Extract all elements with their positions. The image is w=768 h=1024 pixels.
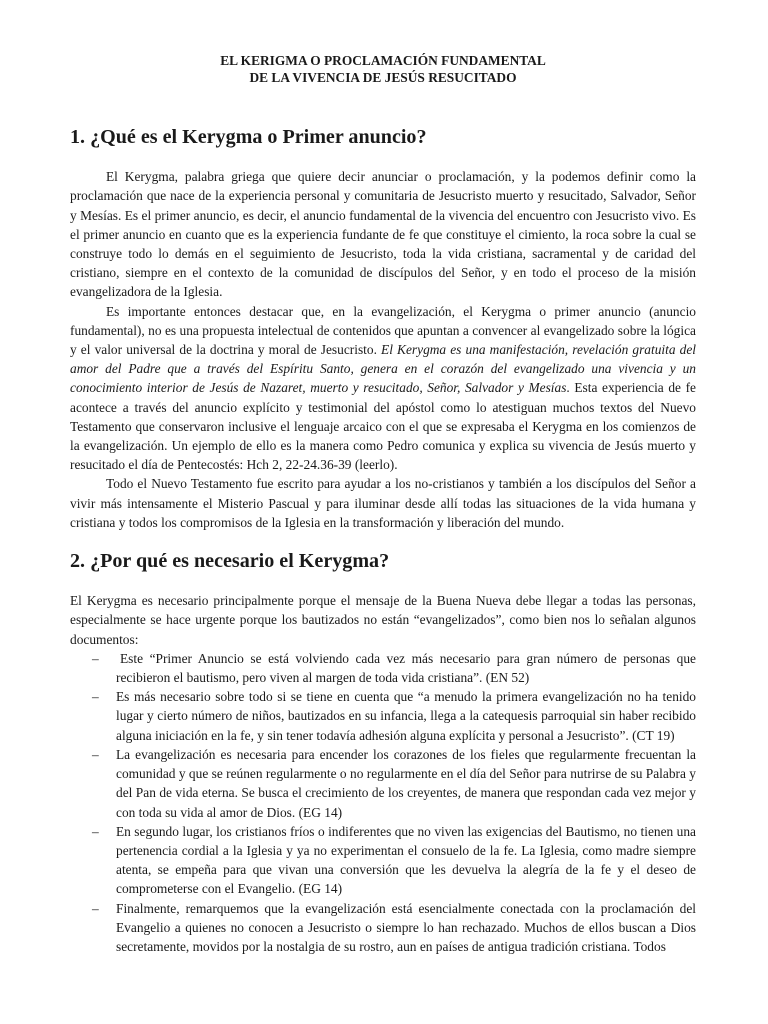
list-item	[70, 649, 696, 687]
section-1-paragraph-3: Todo el Nuevo Testamento fue escrito para ayudar a los no-cristianos y también a los discípulos del Señor a vivir más intensamente el Misterio Pascual y para iluminar desde allí todas las situaciones de la vida humana y cristiana y todos los compromisos de la Iglesia en la transformación y liberación del mundo.	[70, 476, 696, 530]
dash-bullet: –	[92, 689, 99, 705]
dash-bullet: –	[92, 650, 99, 666]
list-item	[70, 899, 696, 957]
section-1-paragraph-1: El Kerygma, palabra griega que quiere decir anunciar o proclamación, y la podemos definir como la proclamación que nace de la experiencia personal y comunitaria de Jesucristo muerto y resucitado, Salvador, Señor y Mesías. Es el primer anuncio, es decir, el anuncio fundamental de la vivencia del encuentro con Jesucristo vivo. Es el primer anuncio en cuanto que es la experiencia fundante de fe que constituye el cimiento, la roca sobre la cual se construye todo lo demás en el seguimiento de Jesucristo, toda la vida cristiana, sacramental y de caridad del cristiano, siempre en el contexto de la comunidad de discípulos del Señor, y en todo el proceso de la misión evangelizadora de la Iglesia.	[70, 169, 696, 300]
list-item-text: Este “Primer Anuncio se está volviendo cada vez más necesario para gran número de personas que recibieron el bautismo, pero viven al margen de toda vida cristiana”. (EN 52)	[116, 650, 696, 686]
paragraph-2-text-start: Es importante entonces destacar que, en la evangelización, el Kerygma o primer anuncio (anuncio fundamental), no es una propuesta intelectual de contenidos que apuntan a convencer al evangelizado sobre la lógica y el valor universal de la doctrina y moral de Jesucristo.	[70, 303, 696, 358]
list-item	[70, 687, 696, 745]
title-line-2: DE LA VIVENCIA DE JESÚS RESUCITADO	[249, 70, 517, 85]
list-item-text: La evangelización es necesaria para encender los corazones de los fieles que regularmente frecuentan la comunidad y que se reúnen regularmente o no regularmente en el día del Señor para nutrirse de su Palabra y del Pan de vida eterna. Se busca el crecimiento de los creyentes, de manera que respondan cada vez mejor y con toda su vida al amor de Dios. (EG 14)	[116, 746, 696, 820]
list-item-text: Es más necesario sobre todo si se tiene en cuenta que “a menudo la primera evangelización no ha tenido lugar y cierto número de niños, bautizados en su infancia, llega a la catequesis parroquial sin haber recibido alguna iniciación en la fe, y sin tener todavía adhesión alguna explícita y personal a Jesucristo”. (CT 19)	[116, 689, 696, 743]
paragraph-2-text-end: . Esta experiencia de fe acontece a través del anuncio explícito y testimonial del apóstol como lo atestiguan muchos textos del Nuevo Testamento que conservaron inclusive el lenguaje arcaico con el que se expresaba el Kerygma en los comienzos de la evangelización. Un ejemplo de ello es la manera como Pedro comunica y explica su vivencia de Jesús muerto y resucitado el día de Pentecostés: Hch 2, 22-24.36-39 (leerlo).	[70, 380, 696, 473]
document-page	[70, 52, 696, 956]
list-item	[70, 745, 696, 822]
dash-bullet: –	[92, 823, 99, 839]
list-item	[70, 822, 696, 899]
title-line-1: EL KERIGMA O PROCLAMACIÓN FUNDAMENTAL	[220, 53, 546, 68]
dash-bullet: –	[92, 746, 99, 762]
document-bullet-list	[70, 649, 696, 956]
section-2-intro: El Kerygma es necesario principalmente porque el mensaje de la Buena Nueva debe llegar a todas las personas, especialmente se hace urgente porque los bautizados no están “evangelizados”, como bien nos lo señalan algunos documentos:	[70, 593, 696, 647]
dash-bullet: –	[92, 900, 99, 916]
section-1-paragraph-2	[70, 302, 696, 475]
document-title	[70, 52, 696, 86]
paragraph-2-italic-text: El Kerygma es una manifestación, revelación gratuita del amor del Padre que a través del Espíritu Santo, genera en el corazón del evangelizado una vivencia y un conocimiento interior de Jesús de Nazaret, muerto y resucitado, Señor, Salvador y Mesías	[70, 342, 697, 396]
section-2-heading: 2. ¿Por qué es necesario el Kerygma?	[70, 550, 390, 573]
list-item-text: Finalmente, remarquemos que la evangelización está esencialmente conectada con la proclamación del Evangelio a quienes no conocen a Jesucristo o siempre lo han rechazado. Muchos de ellos buscan a Dios secretamente, movidos por la nostalgia de su rostro, aun en países de antigua tradición cristiana. Todos	[116, 900, 696, 954]
section-1-heading: 1. ¿Qué es el Kerygma o Primer anuncio?	[70, 126, 427, 148]
list-item-text: En segundo lugar, los cristianos fríos o indiferentes que no viven las exigencias del Bautismo, no tienen una pertenencia cordial a la Iglesia y ya no experimentan el consuelo de la fe. La Iglesia, como madre siempre atenta, se empeña para que vivan una conversión que les devuelva la alegría de la fe y el deseo de comprometerse con el Evangelio. (EG 14)	[116, 823, 696, 897]
